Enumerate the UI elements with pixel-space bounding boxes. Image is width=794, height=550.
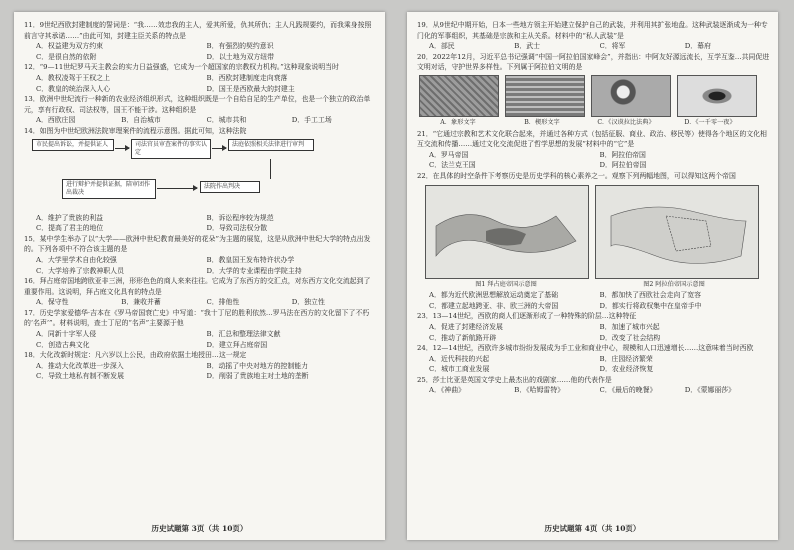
option: A．促进了封建经济发展 bbox=[429, 322, 503, 331]
flow-box: 法庭依照相关法律进行审判 bbox=[228, 139, 314, 151]
option: D．手工工场 bbox=[291, 116, 332, 125]
option: D．大学的专业课程由学院主持 bbox=[206, 266, 302, 275]
option: C．提高了君主的地位 bbox=[36, 224, 104, 233]
option: D．《蒙娜丽莎》 bbox=[684, 386, 736, 395]
option: B．动摇了中央对地方的控制能力 bbox=[206, 361, 309, 370]
flow-arrow bbox=[212, 148, 226, 149]
exam-page-3 bbox=[14, 12, 385, 540]
map-graphic bbox=[596, 186, 758, 278]
option: D．独立性 bbox=[291, 298, 325, 307]
question-19-options bbox=[417, 41, 770, 52]
arabian-nights-image bbox=[677, 75, 757, 117]
question-14: 14．如图为中世纪欧洲法院审理案件的流程示意图。据此可知，这种法院 bbox=[24, 126, 247, 135]
option: A．罗马帝国 bbox=[429, 150, 469, 159]
option: B．兼收并蓄 bbox=[121, 298, 161, 307]
option: D．阿拉伯帝国 bbox=[599, 161, 647, 170]
option: A．近代科技的兴起 bbox=[429, 354, 490, 363]
option: D．削弱了贵族地主对土地的垄断 bbox=[206, 372, 309, 381]
option: D．国王是西欧最大的封建主 bbox=[206, 84, 295, 93]
question-21: 21．“它通过宗教和艺术文化联合起来，并通过各种方式（包括征服、商业、政治、移民等）使得各个地区的文化相互交流和传播……通过文化交流促进了哲学思想的发展”材料中的“它”是 bbox=[417, 129, 767, 149]
flow-arrow bbox=[115, 148, 129, 149]
question-24-options bbox=[417, 354, 770, 375]
option: D．改变了社会结构 bbox=[599, 333, 661, 342]
image-caption: A．象形文字 bbox=[440, 118, 476, 126]
image-caption: C．《汉谟拉比法典》 bbox=[597, 118, 655, 126]
flow-box: 司法官员审查案件的事实认定 bbox=[131, 139, 211, 159]
option: C．将军 bbox=[599, 42, 626, 51]
map-caption: 图2 阿拉伯帝国示意图 bbox=[643, 280, 705, 288]
question-24: 24．12—14世纪，西欧许多城市纷纷发展成为手工业和商业中心，规模和人口迅速增长……这意味着当时西欧 bbox=[417, 344, 754, 353]
option: A．《神曲》 bbox=[429, 386, 465, 395]
option: A．都为近代欧洲思想解放运动奠定了基础 bbox=[429, 291, 559, 300]
option: B．自治城市 bbox=[121, 116, 161, 125]
image-caption: B．楔形文字 bbox=[524, 118, 560, 126]
option: B．《哈姆雷特》 bbox=[514, 386, 565, 395]
option: C．导致土地私有制不断发展 bbox=[36, 372, 124, 381]
page-footer: 历史试题第 3页（共 10页） bbox=[151, 524, 248, 533]
option: C．《最后的晚餐》 bbox=[599, 386, 657, 395]
option: C．城市工商业发展 bbox=[429, 365, 490, 374]
flow-box: 市民提出诉讼，并提供证人 bbox=[32, 139, 114, 151]
question-15: 15．某中学生举办了以“大学——欧洲中世纪教育最美好的花朵”为主题的展览，这是从欧洲中世纪大学的特点出发的。下列各项中不符合该主题的是 bbox=[24, 234, 371, 254]
exam-page-4 bbox=[407, 12, 778, 540]
option: D．农业经济恢复 bbox=[599, 365, 654, 374]
option: C．大学培养了宗教神职人员 bbox=[36, 266, 124, 275]
option: A．推动大化改革进一步深入 bbox=[36, 361, 124, 370]
option: B．诉讼程序较为规范 bbox=[206, 213, 274, 222]
flow-box: 进行辩护并提供证据，陪审团作出裁决 bbox=[62, 179, 156, 199]
byzantine-empire-map bbox=[425, 185, 589, 279]
option: C．排他性 bbox=[206, 298, 240, 307]
code-of-hammurabi-image bbox=[591, 75, 671, 117]
flow-arrow bbox=[157, 188, 197, 189]
option: B．武士 bbox=[514, 42, 540, 51]
option: B．西欧封建制度走向衰落 bbox=[206, 73, 288, 82]
option: B．加速了城市兴起 bbox=[599, 322, 660, 331]
option: A．维护了贵族的利益 bbox=[36, 213, 103, 222]
option: A．同新十字军人侵 bbox=[36, 330, 97, 339]
option: A．教权凌驾于王权之上 bbox=[36, 73, 110, 82]
option: C．创造古典文化 bbox=[36, 340, 90, 349]
option: D．都实行将政权集中在皇帝手中 bbox=[599, 301, 702, 310]
option: B．阿拉伯帝国 bbox=[599, 150, 646, 159]
question-20: 20．2022年12月，习近平总书记强调“中国一阿拉伯国家峰会”，并指出：中阿友好源远流长，互学互鉴…共同促进文明对话，守护世界多样性。下列属于阿拉伯文明的是 bbox=[417, 52, 770, 72]
question-22-maps bbox=[425, 185, 770, 279]
option: B．教皇国王发布特许状办学 bbox=[206, 255, 295, 264]
option: C．法兰克王国 bbox=[429, 161, 476, 170]
page-3-content bbox=[24, 20, 377, 382]
map-graphic bbox=[426, 186, 588, 278]
question-23-options bbox=[417, 322, 770, 343]
question-17-options bbox=[24, 329, 377, 350]
question-17: 17．历史学家爱德华·吉本在《罗马帝国衰亡史》中写道：“我十丁尼的胜利依然…罗马法在西方的文化留下了不朽的‘名声’”。材料说明，查士丁尼的“名声”主要源于他 bbox=[24, 308, 370, 328]
cuneiform-tablet-image bbox=[505, 75, 585, 117]
question-23: 23．13—14世纪，西欧的商人们逐渐形成了一种特殊的阶层…这种特征 bbox=[417, 312, 637, 321]
question-16-options bbox=[24, 297, 377, 308]
question-20-images bbox=[419, 75, 770, 117]
question-22-options bbox=[417, 290, 770, 311]
question-13-options bbox=[24, 115, 377, 126]
option: C．都建立起地跨亚、非、欧三洲的大帝国 bbox=[429, 301, 559, 310]
option: A．权益建为双方约束 bbox=[36, 42, 103, 51]
question-25-options bbox=[417, 385, 770, 396]
option: B．都加快了西欧社会走向了宽容 bbox=[599, 291, 702, 300]
court-flow-diagram bbox=[32, 139, 377, 211]
option: C．是很自然的依附 bbox=[36, 52, 97, 61]
question-14-options bbox=[24, 213, 377, 234]
option: D．以土地为双方纽带 bbox=[206, 52, 275, 61]
option: B．有强烈的契约意识 bbox=[206, 42, 274, 51]
question-16: 16．拜占庭帝国地跨欧亚非三洲，形形色色的商人来来往往。它成为了东西方的交汇点，对东西方文化交流起到了重要作用。这说明，拜占庭文化具有的特点是 bbox=[24, 277, 371, 296]
option: C．城市共和 bbox=[206, 116, 247, 125]
hieroglyph-image bbox=[419, 75, 499, 117]
question-11: 11．9世纪西欧封建制度的誓词是：“我……效忠我的主人，爱其所爱，仇其所仇；主人凡践规要约，而我乘身按照前言守其承诺……”由此可知，封建主臣关系的特点是 bbox=[24, 21, 372, 40]
question-12: 12．“9—11世纪罗马天主教会的实力日益强盛，它成为一个超国家的宗教权力机构。”这种现象说明当时 bbox=[24, 63, 339, 72]
option: D．幕府 bbox=[684, 42, 711, 51]
question-21-options bbox=[417, 150, 770, 171]
page-footer: 历史试题第 4页（共 10页） bbox=[544, 524, 641, 533]
image-caption: D．《一千零一夜》 bbox=[684, 118, 736, 126]
question-20-captions bbox=[419, 118, 770, 129]
question-22: 22．在具体的时空条件下考察历史是历史学科的核心素养之一。观察下列两幅地图，可以得知这两个帝国 bbox=[417, 171, 736, 180]
option: A．西欧庄园 bbox=[36, 116, 76, 125]
question-15-options bbox=[24, 255, 377, 276]
option: A．部民 bbox=[429, 42, 455, 51]
option: B．庄园经济繁荣 bbox=[599, 354, 653, 363]
option: C．推动了新航路开辟 bbox=[429, 333, 497, 342]
arab-empire-map bbox=[595, 185, 759, 279]
map-caption: 图1 拜占庭帝国示意图 bbox=[475, 280, 537, 288]
question-18: 18．大化改新时规定：凡六岁以上公民，由政府依据土地授田…这一规定 bbox=[24, 351, 247, 360]
option: D．建立拜占庭帝国 bbox=[206, 340, 268, 349]
question-18-options bbox=[24, 361, 377, 382]
question-12-options bbox=[24, 73, 377, 94]
question-25: 25．莎士比亚是英国文学史上最杰出的戏剧家……他的代表作是 bbox=[417, 375, 612, 384]
question-19: 19．从9世纪中期开始，日本一些地方领主开始建立保护自己的武装，并利用其扩张地盘。这种武装逐渐成为一种专门化的军事组织，其基础是宗族和主从关系。材料中的“私人武装”是 bbox=[417, 21, 768, 40]
option: A．保守性 bbox=[36, 298, 69, 307]
page-4-content bbox=[417, 20, 770, 396]
question-11-options bbox=[24, 41, 377, 62]
question-22-captions bbox=[425, 280, 770, 291]
flow-line bbox=[270, 159, 271, 179]
option: C．教皇的统治深入人心 bbox=[36, 84, 111, 93]
flow-box: 法院作出判决 bbox=[200, 181, 260, 193]
question-13: 13．欧洲中世纪流行一种新的农业经济组织形式，这种组织既是一个自给自足的生产单位，也是一个独立的政治单元，享有行政权、司法权等，国王不能干涉。这种组织是 bbox=[24, 95, 371, 114]
option: B．汇总和整理法律文献 bbox=[206, 330, 281, 339]
option: D．导致司法权分散 bbox=[206, 224, 268, 233]
option: A．大学里学术自由化较强 bbox=[36, 255, 117, 264]
